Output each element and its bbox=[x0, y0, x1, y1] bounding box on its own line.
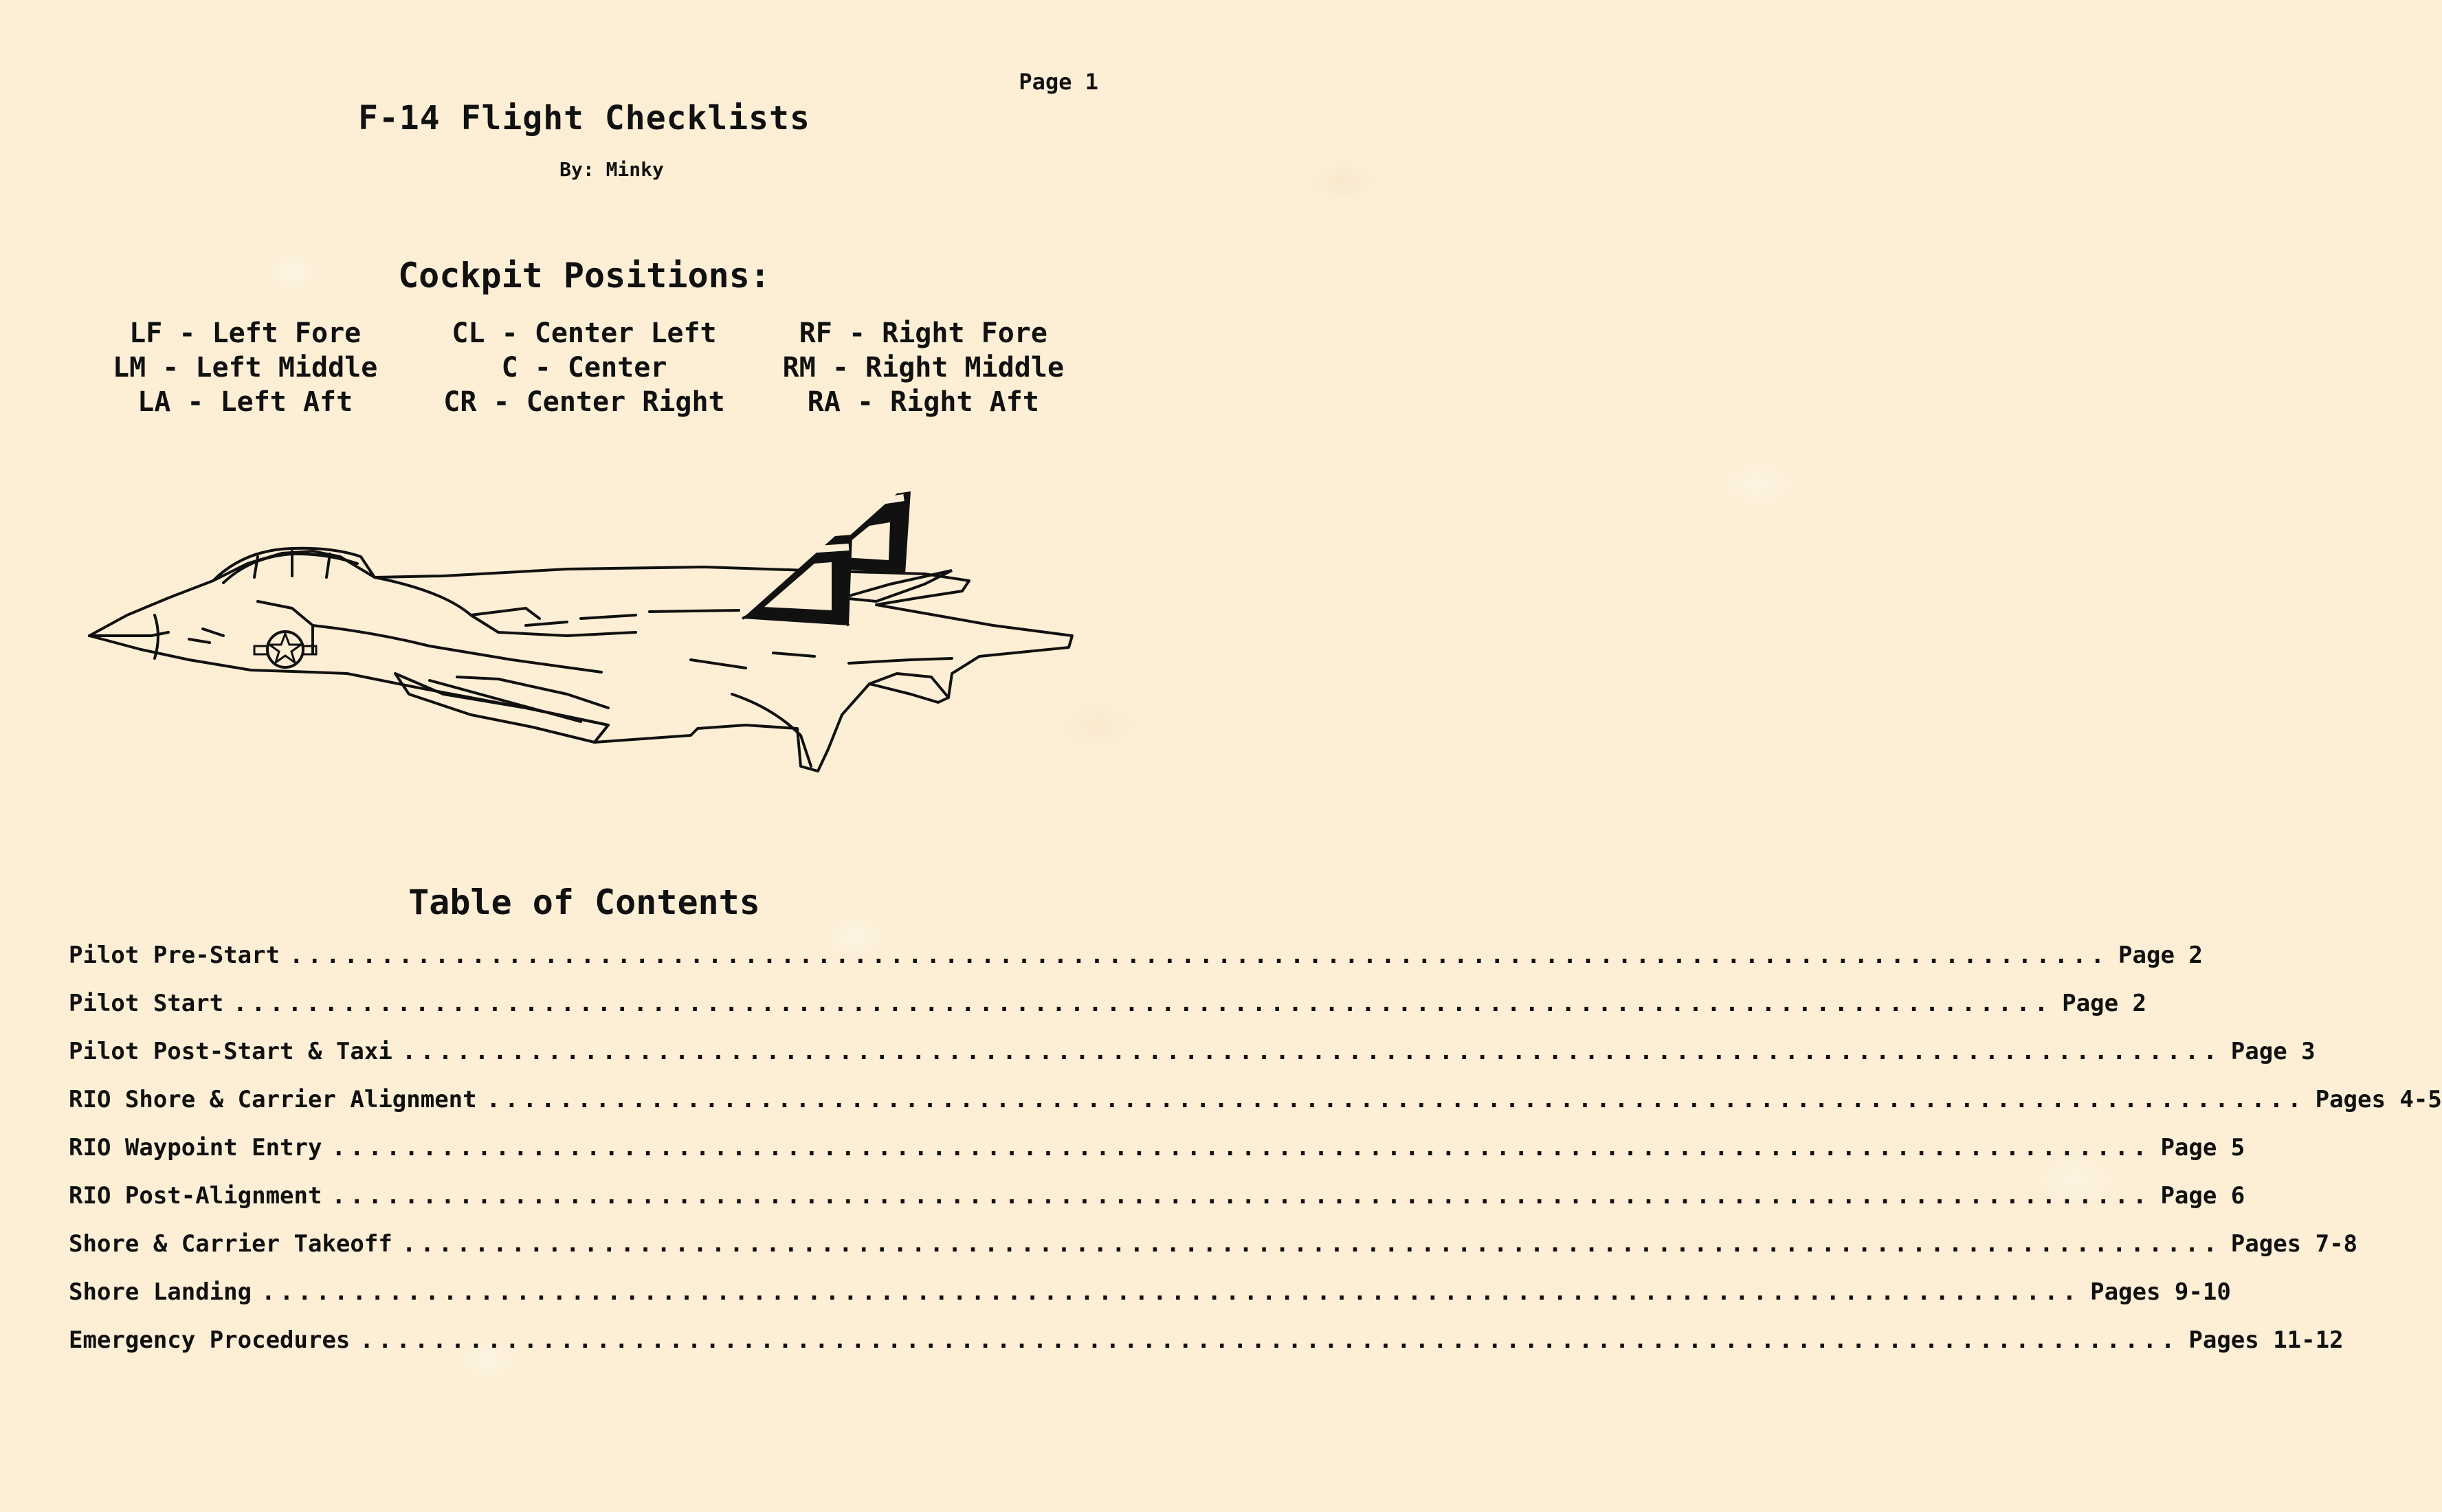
toc-entry-page: Page 2 bbox=[2118, 942, 2203, 969]
cockpit-positions-heading: Cockpit Positions: bbox=[398, 256, 770, 296]
toc-entry bbox=[69, 990, 2146, 1038]
cockpit-position: CR - Center Right bbox=[443, 386, 725, 418]
toc-entry bbox=[69, 1278, 2231, 1326]
cockpit-position: RF - Right Fore bbox=[799, 318, 1047, 349]
toc-entry-page: Page 2 bbox=[2062, 990, 2146, 1017]
toc-entry-page: Page 5 bbox=[2160, 1134, 2245, 1161]
cockpit-position: LF - Left Fore bbox=[129, 318, 362, 349]
toc-leader-dots: .................................................................................................... bbox=[233, 990, 2053, 1017]
toc-leader-dots: .................................................................................................... bbox=[331, 1134, 2151, 1161]
toc-entry bbox=[69, 1326, 2344, 1375]
toc-entry-label: RIO Waypoint Entry bbox=[69, 1134, 322, 1161]
toc-entry bbox=[69, 1230, 2358, 1278]
cockpit-position: C - Center bbox=[501, 352, 667, 383]
toc-entry-label: Shore Landing bbox=[69, 1278, 252, 1306]
toc-entry bbox=[69, 1182, 2245, 1230]
toc-entry bbox=[69, 942, 2203, 990]
toc-entry-label: Pilot Pre-Start bbox=[69, 942, 280, 969]
cockpit-positions-grid bbox=[76, 316, 1093, 419]
toc-leader-dots: .................................................................................................... bbox=[289, 942, 2109, 969]
f14-jet-illustration bbox=[86, 488, 1076, 777]
toc-entry bbox=[69, 1134, 2245, 1182]
toc-entry-label: Emergency Procedures bbox=[69, 1326, 351, 1354]
cockpit-position: RA - Right Aft bbox=[807, 386, 1039, 418]
toc-heading: Table of Contents bbox=[408, 882, 760, 922]
table-of-contents bbox=[69, 942, 2442, 1375]
toc-entry-label: RIO Post-Alignment bbox=[69, 1182, 322, 1210]
national-insignia-icon bbox=[254, 632, 316, 667]
cockpit-position: LA - Left Aft bbox=[137, 386, 353, 418]
toc-entry-label: RIO Shore & Carrier Alignment bbox=[69, 1086, 477, 1113]
toc-entry-page: Pages 9-10 bbox=[2090, 1278, 2231, 1306]
toc-entry-page: Pages 4-5 bbox=[2315, 1086, 2442, 1113]
toc-entry-label: Shore & Carrier Takeoff bbox=[69, 1230, 392, 1258]
toc-entry-page: Page 3 bbox=[2230, 1038, 2316, 1065]
byline: By: Minky bbox=[559, 158, 664, 181]
toc-leader-dots: .................................................................................................... bbox=[261, 1278, 2081, 1306]
toc-leader-dots: .................................................................................................... bbox=[401, 1230, 2221, 1258]
toc-entry-page: Pages 7-8 bbox=[2230, 1230, 2358, 1258]
toc-entry bbox=[69, 1086, 2442, 1134]
toc-entry bbox=[69, 1038, 2316, 1086]
toc-leader-dots: .................................................................................................... bbox=[331, 1182, 2151, 1210]
toc-leader-dots: .................................................................................................... bbox=[401, 1038, 2221, 1065]
cockpit-position: LM - Left Middle bbox=[113, 352, 378, 383]
toc-entry-label: Pilot Start bbox=[69, 990, 224, 1017]
cockpit-position: CL - Center Left bbox=[452, 318, 717, 349]
page-number: Page 1 bbox=[1019, 69, 1098, 95]
toc-entry-page: Page 6 bbox=[2160, 1182, 2245, 1210]
toc-entry-label: Pilot Post-Start & Taxi bbox=[69, 1038, 392, 1065]
toc-leader-dots: .................................................................................................... bbox=[486, 1086, 2306, 1113]
document-title: F-14 Flight Checklists bbox=[358, 99, 810, 137]
toc-entry-page: Pages 11-12 bbox=[2188, 1326, 2344, 1354]
toc-leader-dots: .................................................................................................... bbox=[359, 1326, 2179, 1354]
cockpit-position: RM - Right Middle bbox=[782, 352, 1065, 383]
